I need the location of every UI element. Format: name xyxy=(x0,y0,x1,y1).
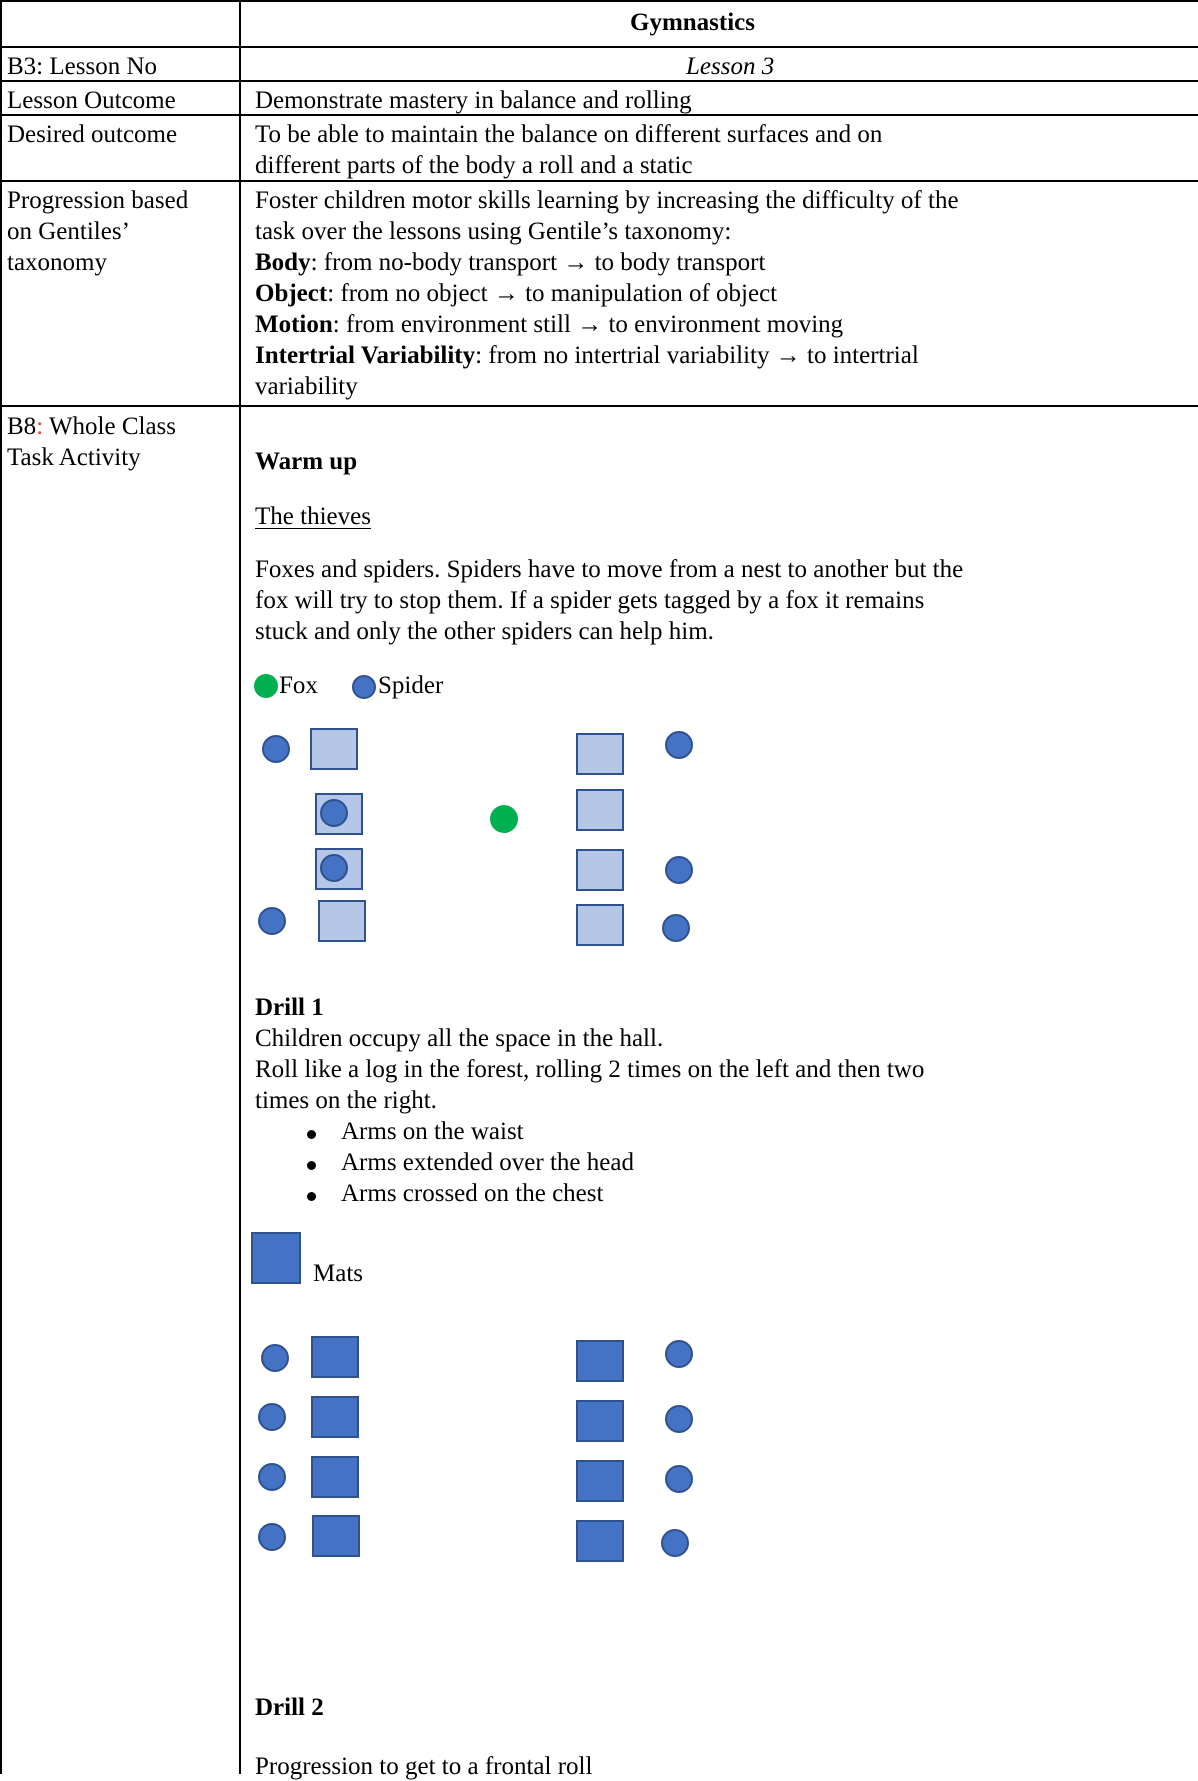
fox-icon xyxy=(490,805,518,833)
row-divider xyxy=(0,405,1198,407)
spider-icon xyxy=(320,799,348,827)
arrow-icon: → xyxy=(775,342,801,369)
drill1-bullet: Arms extended over the head xyxy=(341,1149,634,1176)
nest-icon xyxy=(310,728,358,770)
desired-outcome-line: To be able to maintain the balance on different surfaces and on xyxy=(255,121,883,148)
desired-outcome-line: different parts of the body a roll and a static xyxy=(255,152,693,179)
row-label-activity: Task Activity xyxy=(7,444,141,471)
fox-legend-icon xyxy=(254,674,278,698)
spider-icon xyxy=(661,1529,689,1557)
spider-icon xyxy=(665,1465,693,1493)
row-divider xyxy=(0,46,1198,48)
drill2-description: Progression to get to a frontal roll xyxy=(255,1753,593,1780)
spider-icon xyxy=(258,1463,286,1491)
taxonomy-item-motion: Motion: from environment still → to environment moving xyxy=(255,311,844,338)
arrow-icon: → xyxy=(563,249,589,276)
progression-intro: task over the lessons using Gentile’s taxonomy: xyxy=(255,218,732,245)
arrow-icon: → xyxy=(493,280,519,307)
spider-icon xyxy=(261,1344,289,1372)
spider-icon xyxy=(258,1523,286,1551)
table-header: Gymnastics xyxy=(630,9,755,36)
row-divider xyxy=(0,80,1198,82)
mat-icon xyxy=(576,1520,624,1562)
nest-icon xyxy=(576,733,624,775)
mat-icon xyxy=(311,1456,359,1498)
spider-icon xyxy=(665,731,693,759)
row-label-progression: Progression based xyxy=(7,187,189,214)
border-top xyxy=(0,0,1198,2)
spider-icon xyxy=(258,907,286,935)
arrow-icon: → xyxy=(577,311,603,338)
nest-icon xyxy=(576,849,624,891)
lesson-outcome: Demonstrate mastery in balance and rolling xyxy=(255,87,692,114)
nest-icon xyxy=(318,900,366,942)
border-left xyxy=(0,0,2,1774)
row-label-desired-outcome: Desired outcome xyxy=(7,121,178,148)
taxonomy-item-body: Body: from no-body transport → to body transport xyxy=(255,249,766,276)
spider-icon xyxy=(258,1403,286,1431)
drill1-description: Children occupy all the space in the hall. xyxy=(255,1025,664,1052)
drill1-bullet: Arms on the waist xyxy=(341,1118,524,1145)
row-label-progression: on Gentiles’ xyxy=(7,218,130,245)
mat-icon xyxy=(311,1396,359,1438)
mat-icon xyxy=(312,1515,360,1557)
spider-icon xyxy=(665,1405,693,1433)
warmup-description: stuck and only the other spiders can help him. xyxy=(255,618,714,645)
spider-legend-icon xyxy=(352,675,376,699)
drill1-title: Drill 1 xyxy=(255,994,324,1021)
warmup-title: Warm up xyxy=(255,448,358,475)
column-divider xyxy=(239,0,241,1774)
lesson-number: Lesson 3 xyxy=(686,53,775,80)
row-divider xyxy=(0,180,1198,182)
warmup-description: Foxes and spiders. Spiders have to move from a nest to another but the xyxy=(255,556,964,583)
bullet-icon xyxy=(307,1130,316,1139)
bullet-icon xyxy=(307,1161,316,1170)
warmup-description: fox will try to stop them. If a spider gets tagged by a fox it remains xyxy=(255,587,925,614)
mats-legend-label: Mats xyxy=(313,1260,363,1287)
taxonomy-item-intertrial: Intertrial Variability: from no intertrial variability → to intertrial xyxy=(255,342,919,369)
row-label-progression: taxonomy xyxy=(7,249,107,276)
taxonomy-item-object: Object: from no object → to manipulation of object xyxy=(255,280,778,307)
warmup-game-title: The thieves xyxy=(255,503,371,530)
mat-icon xyxy=(311,1336,359,1378)
drill1-description: times on the right. xyxy=(255,1087,437,1114)
row-label-lesson-no: B3: Lesson No xyxy=(7,53,157,80)
row-label-lesson-outcome: Lesson Outcome xyxy=(7,87,176,114)
spider-icon xyxy=(262,735,290,763)
mat-icon xyxy=(576,1460,624,1502)
progression-intro: Foster children motor skills learning by increasing the difficulty of the xyxy=(255,187,959,214)
spider-icon xyxy=(662,914,690,942)
spider-icon xyxy=(665,856,693,884)
row-label-activity: B8: Whole Class xyxy=(7,413,177,440)
bullet-icon xyxy=(307,1192,316,1201)
drill1-description: Roll like a log in the forest, rolling 2 times on the left and then two xyxy=(255,1056,925,1083)
mat-icon xyxy=(576,1400,624,1442)
mat-icon xyxy=(576,1340,624,1382)
spider-icon xyxy=(320,854,348,882)
drill2-title: Drill 2 xyxy=(255,1694,324,1721)
taxonomy-item-intertrial-cont: variability xyxy=(255,373,358,400)
mat-legend-icon xyxy=(251,1232,301,1284)
nest-icon xyxy=(576,789,624,831)
nest-icon xyxy=(576,904,624,946)
drill1-bullet: Arms crossed on the chest xyxy=(341,1180,604,1207)
spider-legend-label: Spider xyxy=(378,672,444,699)
fox-legend-label: Fox xyxy=(279,672,318,699)
spider-icon xyxy=(665,1340,693,1368)
